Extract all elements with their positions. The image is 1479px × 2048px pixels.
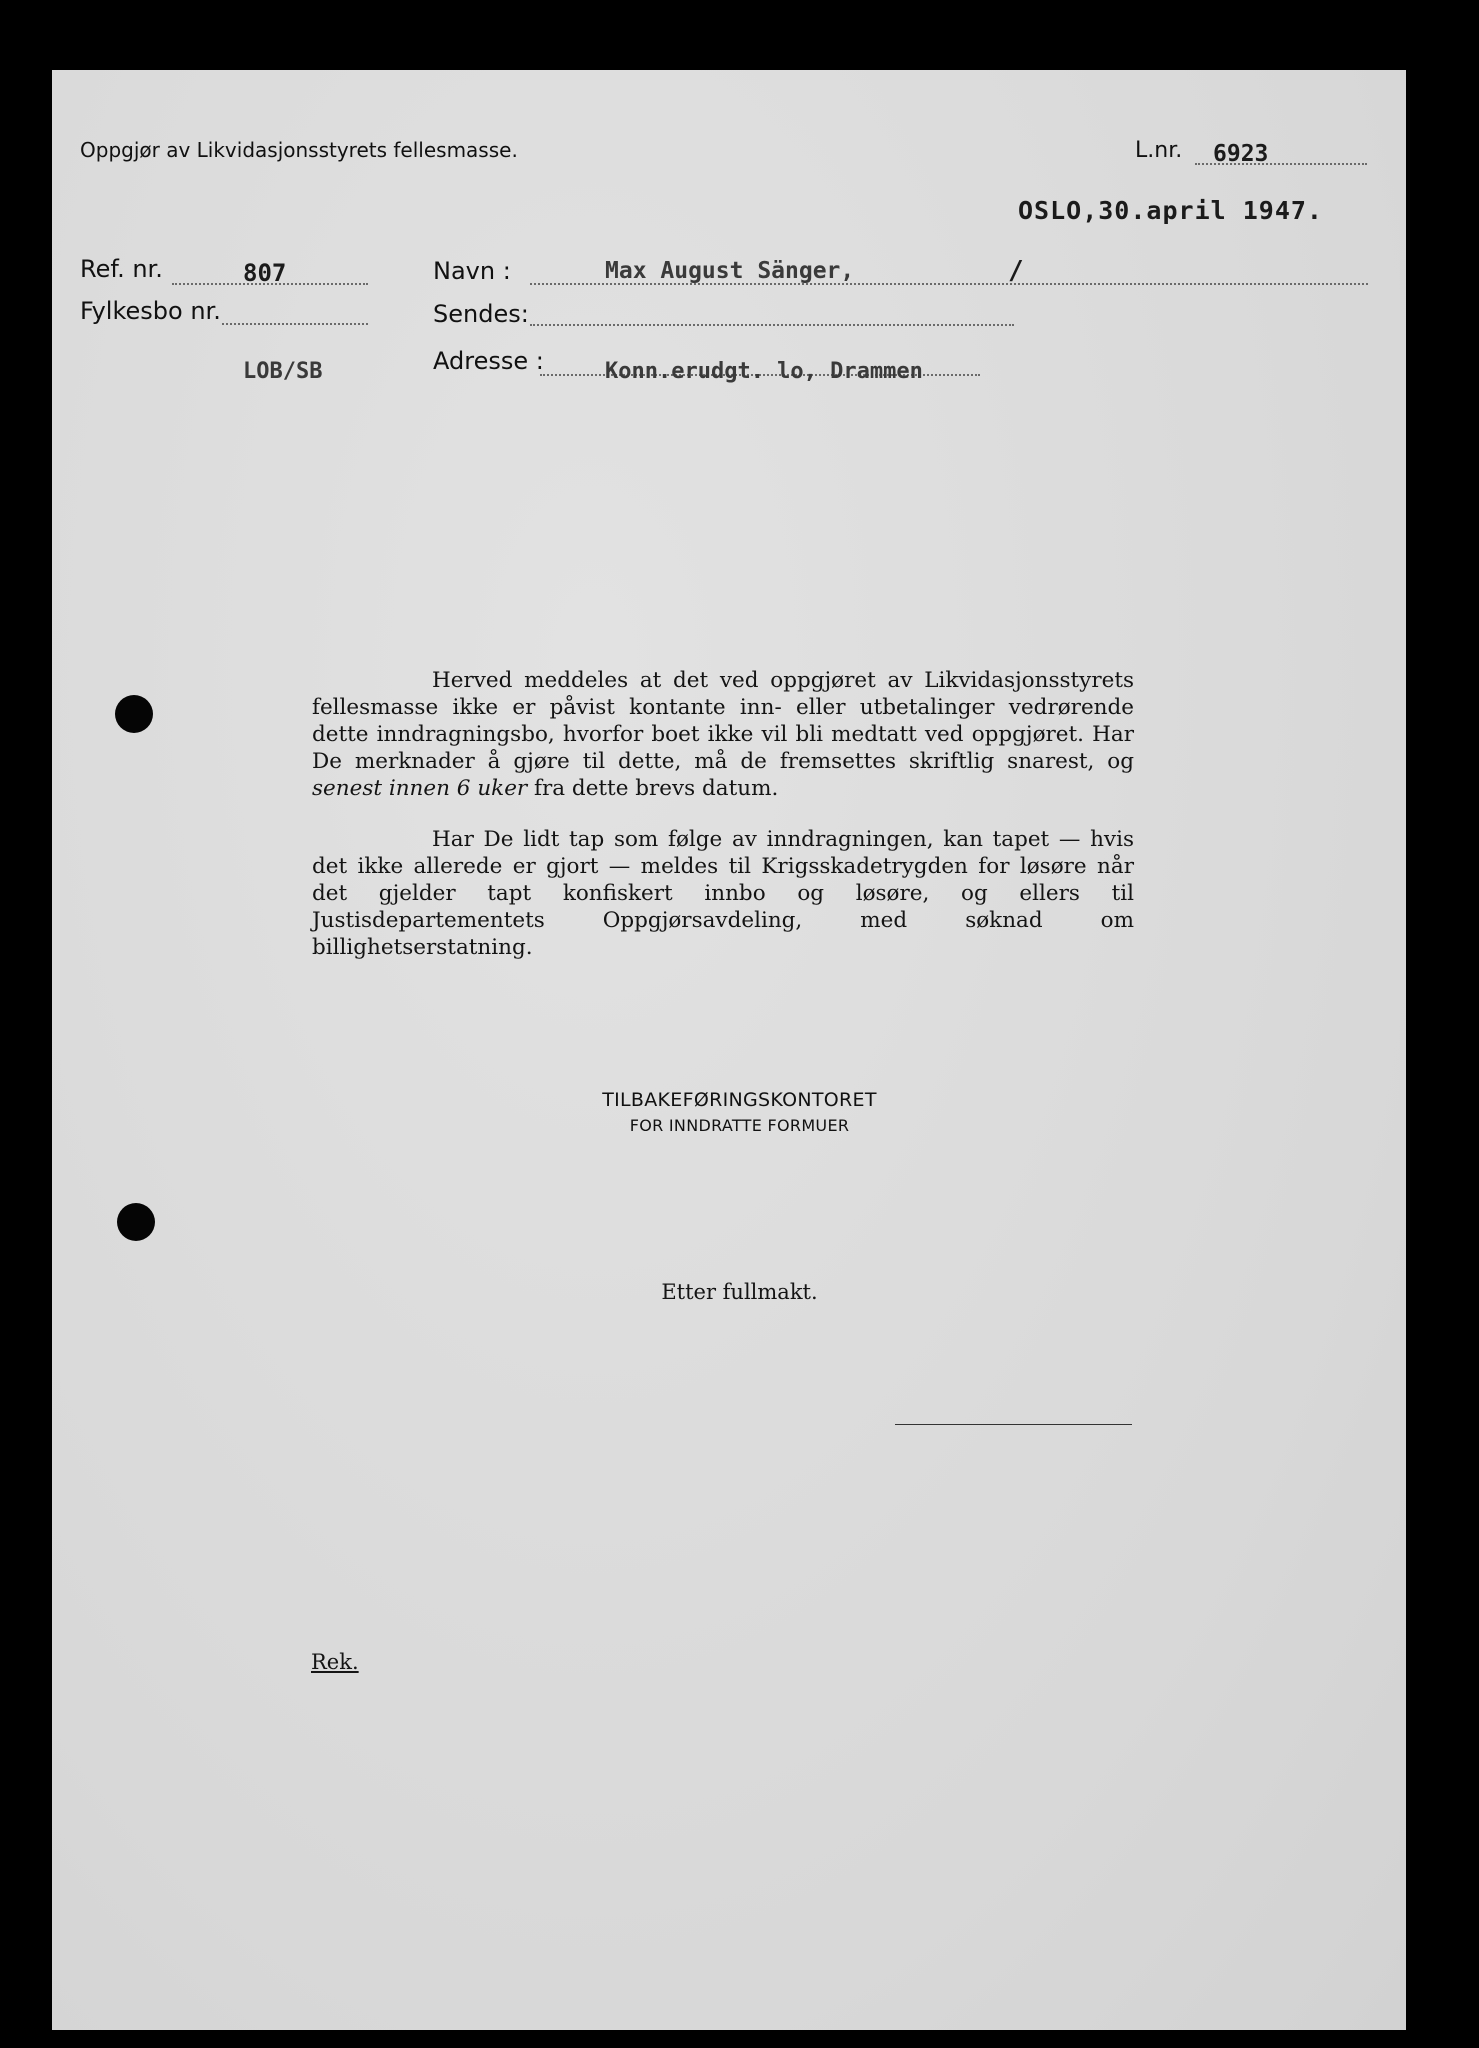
ref-label: Ref. nr. bbox=[80, 255, 163, 283]
adresse-value: Konn.erudgt. lo, Drammen bbox=[605, 359, 923, 384]
navn-slash: / bbox=[1008, 256, 1024, 286]
paragraph-1-end: fra dette brevs datum. bbox=[534, 776, 779, 801]
letter-body bbox=[312, 667, 1134, 961]
punch-hole-bottom bbox=[117, 1203, 155, 1241]
navn-label: Navn : bbox=[433, 257, 511, 285]
place-date: OSLO,30.april 1947. bbox=[1018, 196, 1323, 225]
paragraph-1-deadline: senest innen 6 uker bbox=[312, 776, 528, 801]
lnr-label: L.nr. bbox=[1135, 138, 1183, 163]
paragraph-2: Har De lidt tap som følge av inndragningen, kan tapet — hvis det ikke allerede er gjort — meldes til Krigsskadetrygden for løsøre når det gjelder tapt konfiskert innbo og løsøre, og ellers til Justisdepartementets Oppgjørsavdeling, med søknad om billighetserstatning. bbox=[312, 827, 1134, 960]
sendes-dotted-line bbox=[530, 324, 1014, 326]
sendes-label: Sendes: bbox=[433, 300, 529, 328]
authority-line: Etter fullmakt. bbox=[661, 1280, 818, 1304]
document-title: Oppgjør av Likvidasjonsstyrets fellesmasse. bbox=[80, 138, 518, 162]
rek-marking: Rek. bbox=[311, 1650, 359, 1674]
navn-value: Max August Sänger, bbox=[605, 258, 855, 284]
lnr-value: 6923 bbox=[1213, 141, 1269, 167]
office-name: TILBAKEFØRINGSKONTORET bbox=[602, 1089, 877, 1111]
punch-hole-top bbox=[115, 695, 153, 733]
fylkesbo-label: Fylkesbo nr. bbox=[80, 297, 221, 325]
ref-value: 807 bbox=[243, 259, 287, 287]
fylkesbo-dotted-line bbox=[222, 323, 368, 325]
adresse-label: Adresse : bbox=[433, 347, 544, 375]
office-subtitle: FOR INNDRATTE FORMUER bbox=[629, 1116, 850, 1135]
paragraph-1 bbox=[312, 667, 1134, 802]
initials: LOB/SB bbox=[243, 359, 323, 384]
paragraph-1-main: Herved meddeles at det ved oppgjøret av Likvidasjonsstyrets fellesmasse ikke er påvist kontante inn- eller utbetalinger vedrørende dette inndragningsbo, hvorfor boet ikke vil bli medtatt ved oppgjøret. Har De merknader å gjøre til dette, må de fremsettes skriftlig snarest, og bbox=[312, 668, 1134, 774]
signature-line bbox=[895, 1424, 1132, 1425]
